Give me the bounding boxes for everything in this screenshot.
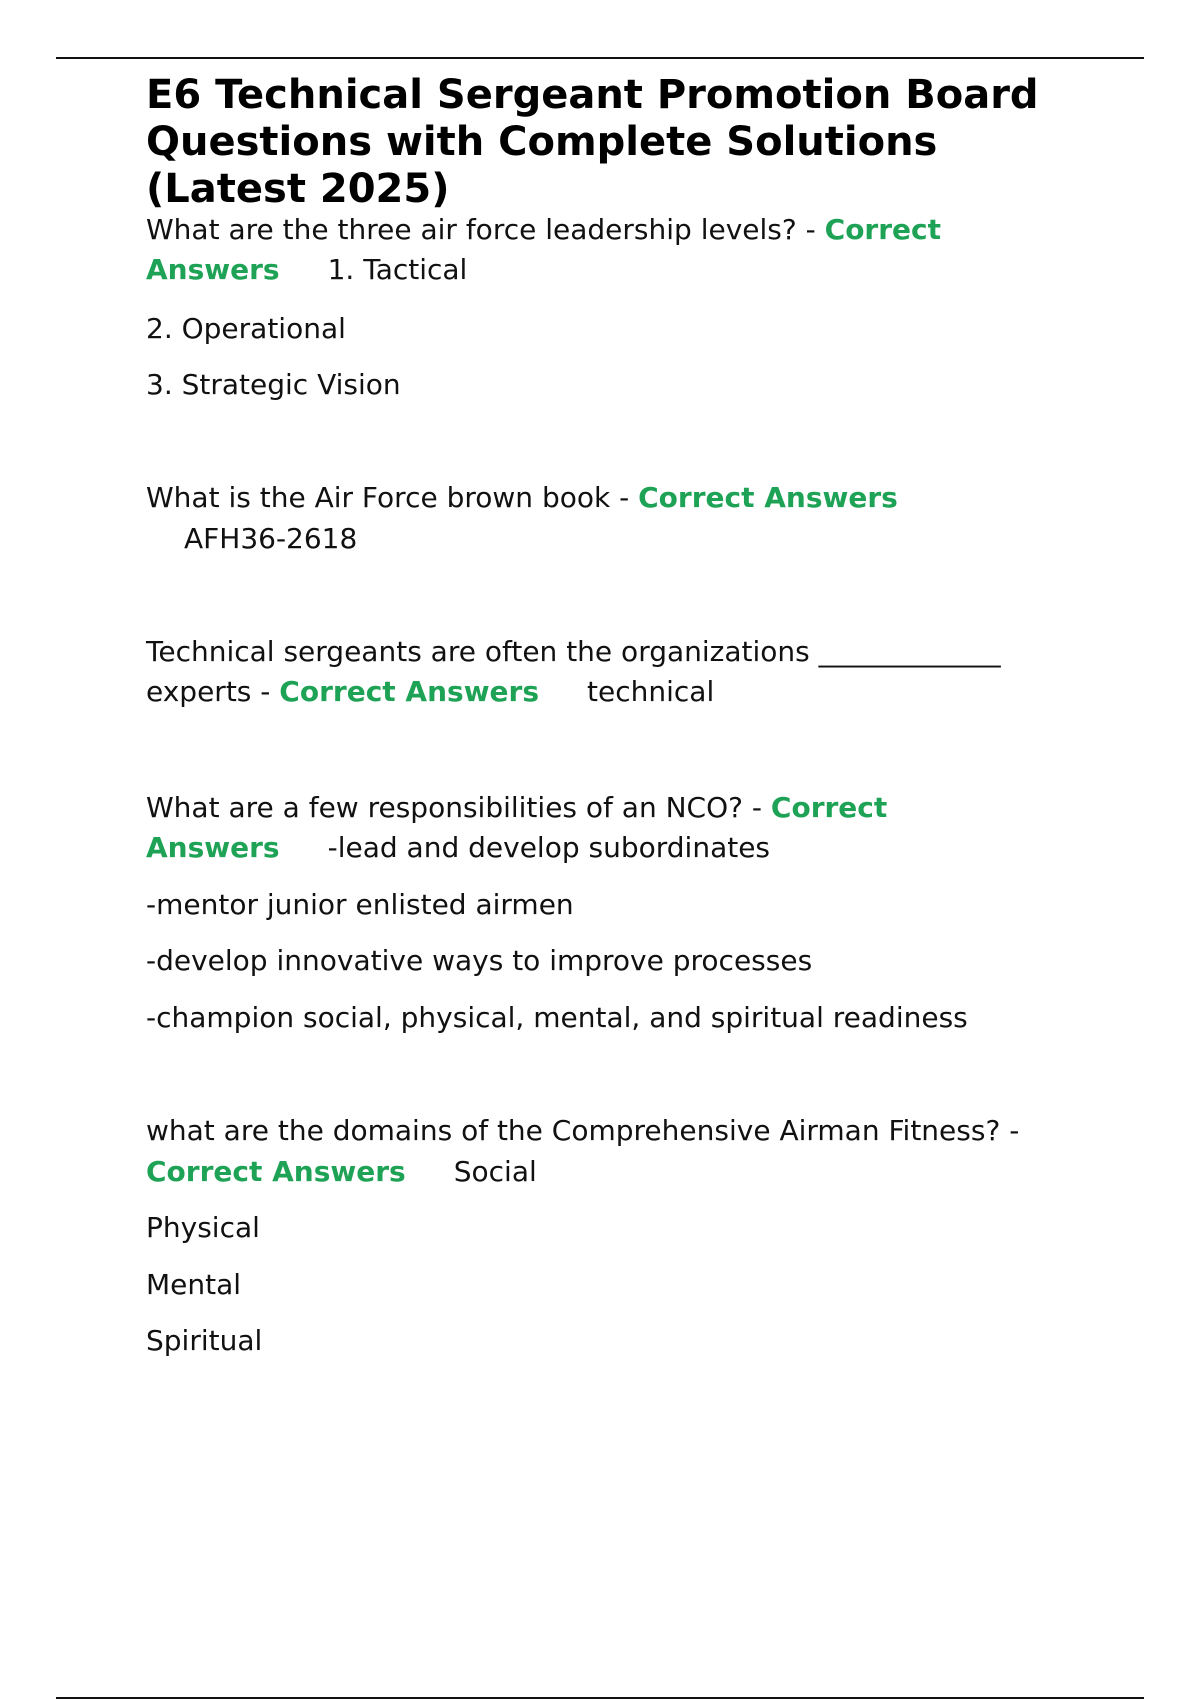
answer: technical: [587, 675, 715, 708]
question-2: [146, 478, 898, 518]
question-1: [146, 210, 941, 250]
question-5-line-2: [146, 1152, 537, 1192]
answer-line: 2. Operational: [146, 312, 346, 345]
correct-label: Answers: [146, 253, 280, 286]
answer-line: AFH36-2618: [184, 522, 358, 555]
correct-label: Correct Answers: [146, 1155, 406, 1188]
correct-label: Correct: [770, 791, 888, 824]
answer-line: 3. Strategic Vision: [146, 368, 401, 401]
correct-label: Correct Answers: [279, 675, 540, 708]
correct-label: Correct Answers: [638, 481, 898, 514]
answer-line: -develop innovative ways to improve processes: [146, 944, 813, 977]
question-3-line-2: [146, 672, 714, 712]
doc-title-line-2: Questions with Complete Solutions: [146, 119, 938, 165]
question-3: Technical sergeants are often the organizations _____________: [146, 635, 1001, 668]
question-4-line-2: [146, 828, 770, 868]
top-rule: [56, 57, 1144, 59]
answer: 1. Tactical: [327, 253, 468, 286]
answer: Social: [453, 1155, 537, 1188]
answer-line: -champion social, physical, mental, and spiritual readiness: [146, 1001, 968, 1034]
answer-line: Mental: [146, 1268, 242, 1301]
answer-line: -mentor junior enlisted airmen: [146, 888, 574, 921]
question-1-line-2: [146, 250, 467, 290]
question-5: what are the domains of the Comprehensive Airman Fitness? -: [146, 1114, 1020, 1147]
bottom-rule: [56, 1697, 1144, 1699]
question-4: [146, 788, 887, 828]
question-text: What are the three air force leadership levels? -: [146, 213, 825, 246]
question-text: What is the Air Force brown book -: [146, 481, 639, 514]
doc-title-line-3: (Latest 2025): [146, 166, 450, 212]
question-text: What are a few responsibilities of an NCO? -: [146, 791, 771, 824]
answer: -lead and develop subordinates: [327, 831, 771, 864]
question-text: experts -: [146, 675, 280, 708]
answer-line: Spiritual: [146, 1324, 263, 1357]
correct-label: Answers: [146, 831, 280, 864]
doc-title-line-1: E6 Technical Sergeant Promotion Board: [146, 72, 1039, 118]
correct-label: Correct: [824, 213, 942, 246]
answer-line: Physical: [146, 1211, 260, 1244]
